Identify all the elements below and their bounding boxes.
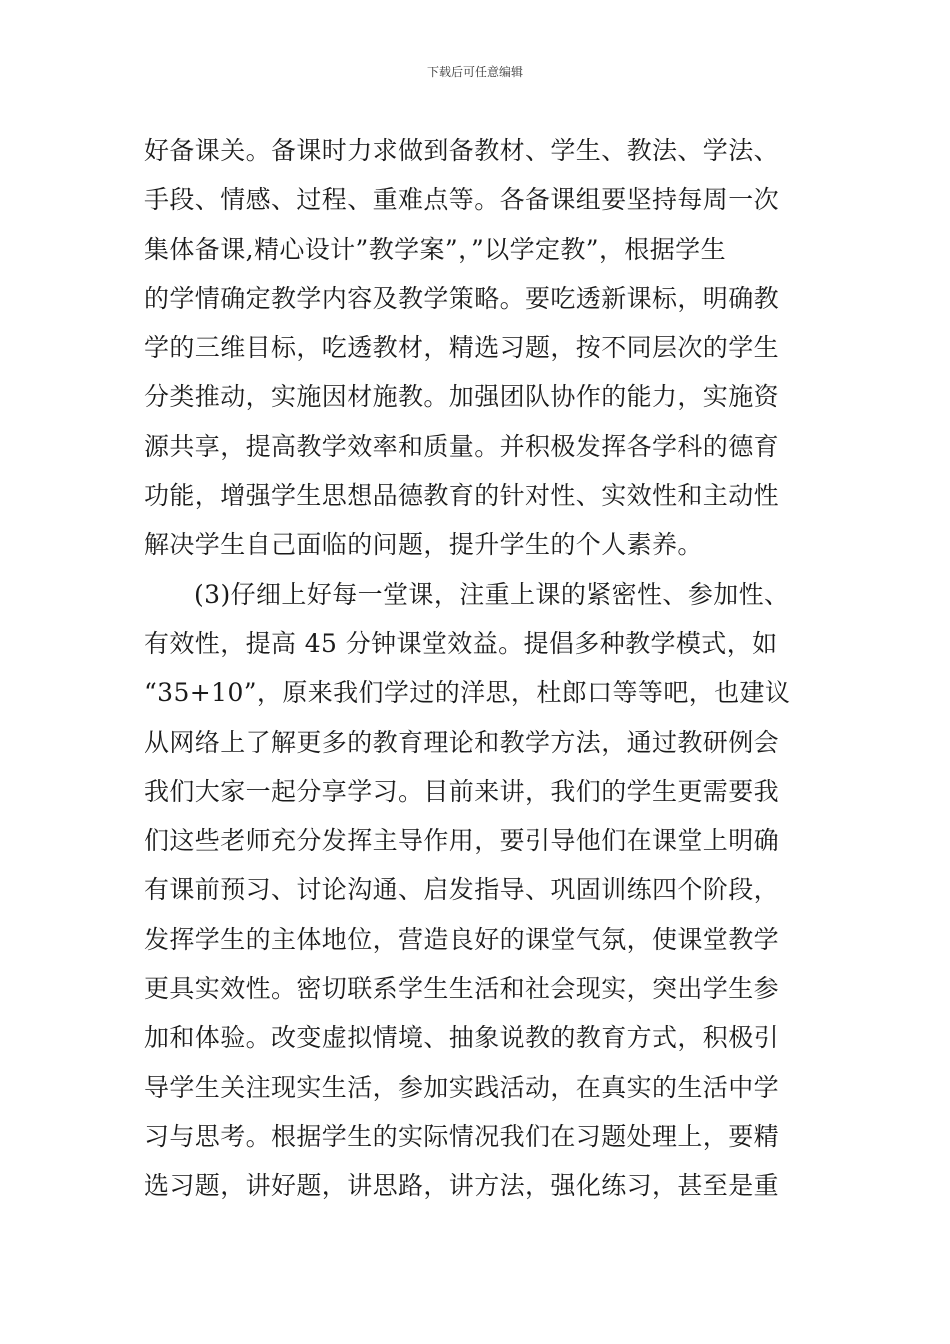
- text-line: 从网络上了解更多的教育理论和教学方法，通过教研例会: [144, 727, 780, 757]
- text-line: “35+10”，原来我们学过的洋思，杜郎口等等吧，也建议: [144, 678, 791, 708]
- text-line: 加和体验。改变虚拟情境、抽象说教的教育方式，积极引: [144, 1023, 780, 1053]
- text-line: 功能，增强学生思想品德教育的针对性、实效性和主动性: [144, 481, 780, 511]
- text-line: 好备课关。备课时力求做到备教材、学生、教法、学法、: [144, 136, 780, 165]
- document-body: [144, 126, 808, 1211]
- text-line: 有效性，提高 45 分钟课堂效益。提倡多种教学模式，如: [144, 628, 778, 658]
- text-line: 的学情确定教学内容及教学策略。要吃透新课标，明确教: [144, 283, 780, 313]
- text-line: 学的三维目标，吃透教材，精选习题，按不同层次的学生: [144, 333, 780, 363]
- text-line: 更具实效性。密切联系学生生活和社会现实，突出学生参: [144, 974, 780, 1004]
- text-line: 解决学生自己面临的问题，提升学生的个人素养。: [144, 530, 703, 560]
- text-line: 导学生关注现实生活，参加实践活动，在真实的生活中学: [144, 1072, 780, 1102]
- text-line: 我们大家一起分享学习。目前来讲，我们的学生更需要我: [144, 776, 780, 806]
- text-line: 手段、情感、过程、重难点等。各备课组要坚持每周一次: [144, 185, 780, 215]
- text-line: 集体备课,精心设计”教学案”，”以学定教”，根据学生: [144, 234, 726, 264]
- text-line: 分类推动，实施因材施教。加强团队协作的能力，实施资: [144, 382, 780, 412]
- text-line: 习与思考。根据学生的实际情况我们在习题处理上，要精: [144, 1121, 780, 1151]
- text-line: 发挥学生的主体地位，营造良好的课堂气氛，使课堂教学: [144, 924, 780, 954]
- text-line: 有课前预习、讨论沟通、启发指导、巩固训练四个阶段，: [144, 875, 780, 905]
- page-header: 下载后可任意编辑: [426, 65, 523, 79]
- text-line: 源共享，提高教学效率和质量。并积极发挥各学科的德育: [144, 431, 780, 461]
- text-line: 们这些老师充分发挥主导作用，要引导他们在课堂上明确: [144, 826, 780, 856]
- text-line: 选习题，讲好题，讲思路，讲方法，强化练习，甚至是重: [144, 1171, 780, 1201]
- paragraph-start-line: (3)仔细上好每一堂课，注重上课的紧密性、参加性、: [194, 579, 790, 609]
